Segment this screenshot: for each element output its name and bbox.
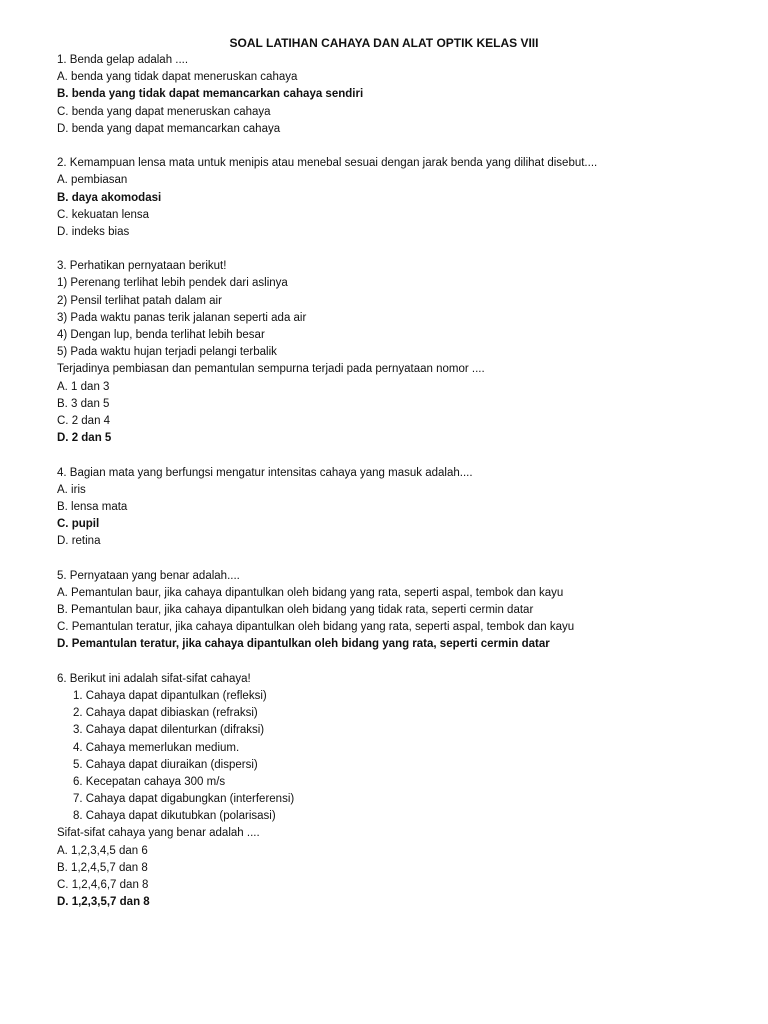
list-item: 7. Cahaya dapat digabungkan (interferensi): [73, 793, 295, 806]
question-statement: 3) Pada waktu panas terik jalanan seperti ada air: [57, 311, 307, 324]
answer-option: D. benda yang dapat memancarkan cahaya: [57, 122, 281, 135]
answer-option: B. 1,2,4,5,7 dan 8: [57, 861, 148, 874]
answer-option-correct: D. 2 dan 5: [57, 432, 112, 445]
answer-option-correct: C. pupil: [57, 518, 100, 531]
answer-option: B. Pemantulan baur, jika cahaya dipantulkan oleh bidang yang tidak rata, seperti cermin datar: [57, 604, 534, 616]
question-text: 1. Benda gelap adalah ....: [57, 54, 189, 66]
question-block: [57, 155, 747, 241]
answer-option: B. lensa mata: [57, 500, 128, 513]
spacer: [57, 447, 747, 464]
spacer: [57, 550, 747, 567]
page-title: SOAL LATIHAN CAHAYA DAN ALAT OPTIK KELAS VIII: [229, 36, 539, 50]
question-text: 6. Berikut ini adalah sifat-sifat cahaya!: [57, 672, 251, 685]
list-item: 8. Cahaya dapat dikutubkan (polarisasi): [73, 810, 276, 823]
question-block: [57, 52, 747, 138]
answer-option: D. retina: [57, 535, 101, 548]
answer-option: A. benda yang tidak dapat meneruskan cahaya: [57, 71, 298, 84]
question-prompt: Sifat-sifat cahaya yang benar adalah ....: [57, 827, 260, 840]
answer-option-correct: B. benda yang tidak dapat memancarkan cahaya sendiri: [57, 88, 364, 101]
answer-option-correct: D. 1,2,3,5,7 dan 8: [57, 896, 150, 909]
question-statement: 1) Perenang terlihat lebih pendek dari aslinya: [57, 277, 288, 290]
answer-option: D. indeks bias: [57, 225, 130, 238]
list-item: 4. Cahaya memerlukan medium.: [73, 741, 240, 754]
question-list: [57, 52, 747, 911]
answer-option: C. benda yang dapat meneruskan cahaya: [57, 105, 271, 118]
question-block: [57, 258, 747, 447]
list-item: 5. Cahaya dapat diuraikan (dispersi): [73, 758, 258, 771]
question-block: [57, 465, 747, 551]
question-statement: Terjadinya pembiasan dan pemantulan sempurna terjadi pada pernyataan nomor ....: [57, 363, 485, 376]
question-block: [57, 568, 747, 654]
answer-option: A. Pemantulan baur, jika cahaya dipantulkan oleh bidang yang rata, seperti aspal, tembok dan kayu: [57, 586, 564, 599]
question-text: 2. Kemampuan lensa mata untuk menipis atau menebal sesuai dengan jarak benda yang dilihat disebut....: [57, 157, 598, 170]
answer-option: A. 1 dan 3: [57, 380, 110, 393]
list-item: 2. Cahaya dapat dibiaskan (refraksi): [73, 707, 258, 720]
answer-option: C. Pemantulan teratur, jika cahaya dipantulkan oleh bidang yang rata, seperti aspal, tembok dan kayu: [57, 621, 575, 634]
question-statement: 5) Pada waktu hujan terjadi pelangi terbalik: [57, 346, 277, 359]
spacer: [57, 138, 747, 155]
list-item: 3. Cahaya dapat dilenturkan (difraksi): [73, 724, 265, 737]
question-text: 3. Perhatikan pernyataan berikut!: [57, 260, 227, 273]
answer-option-correct: B. daya akomodasi: [57, 191, 162, 204]
answer-option: C. 1,2,4,6,7 dan 8: [57, 879, 149, 891]
spacer: [57, 241, 747, 258]
answer-option: A. pembiasan: [57, 174, 128, 187]
answer-option: C. 2 dan 4: [57, 414, 111, 427]
answer-option: B. 3 dan 5: [57, 397, 110, 410]
question-block: [57, 671, 747, 912]
answer-option-correct: D. Pemantulan teratur, jika cahaya dipantulkan oleh bidang yang rata, seperti cermin datar: [57, 638, 550, 651]
question-text: 5. Pernyataan yang benar adalah....: [57, 569, 240, 582]
question-text: 4. Bagian mata yang berfungsi mengatur intensitas cahaya yang masuk adalah....: [57, 466, 473, 479]
list-item: 1. Cahaya dapat dipantulkan (refleksi): [73, 689, 267, 702]
answer-option: C. kekuatan lensa: [57, 208, 150, 221]
list-item: 6. Kecepatan cahaya 300 m/s: [73, 775, 226, 788]
question-statement: 4) Dengan lup, benda terlihat lebih besar: [57, 329, 265, 341]
question-statement: 2) Pensil terlihat patah dalam air: [57, 294, 222, 307]
answer-option: A. 1,2,3,4,5 dan 6: [57, 844, 148, 857]
answer-option: A. iris: [57, 483, 86, 496]
spacer: [57, 654, 747, 671]
